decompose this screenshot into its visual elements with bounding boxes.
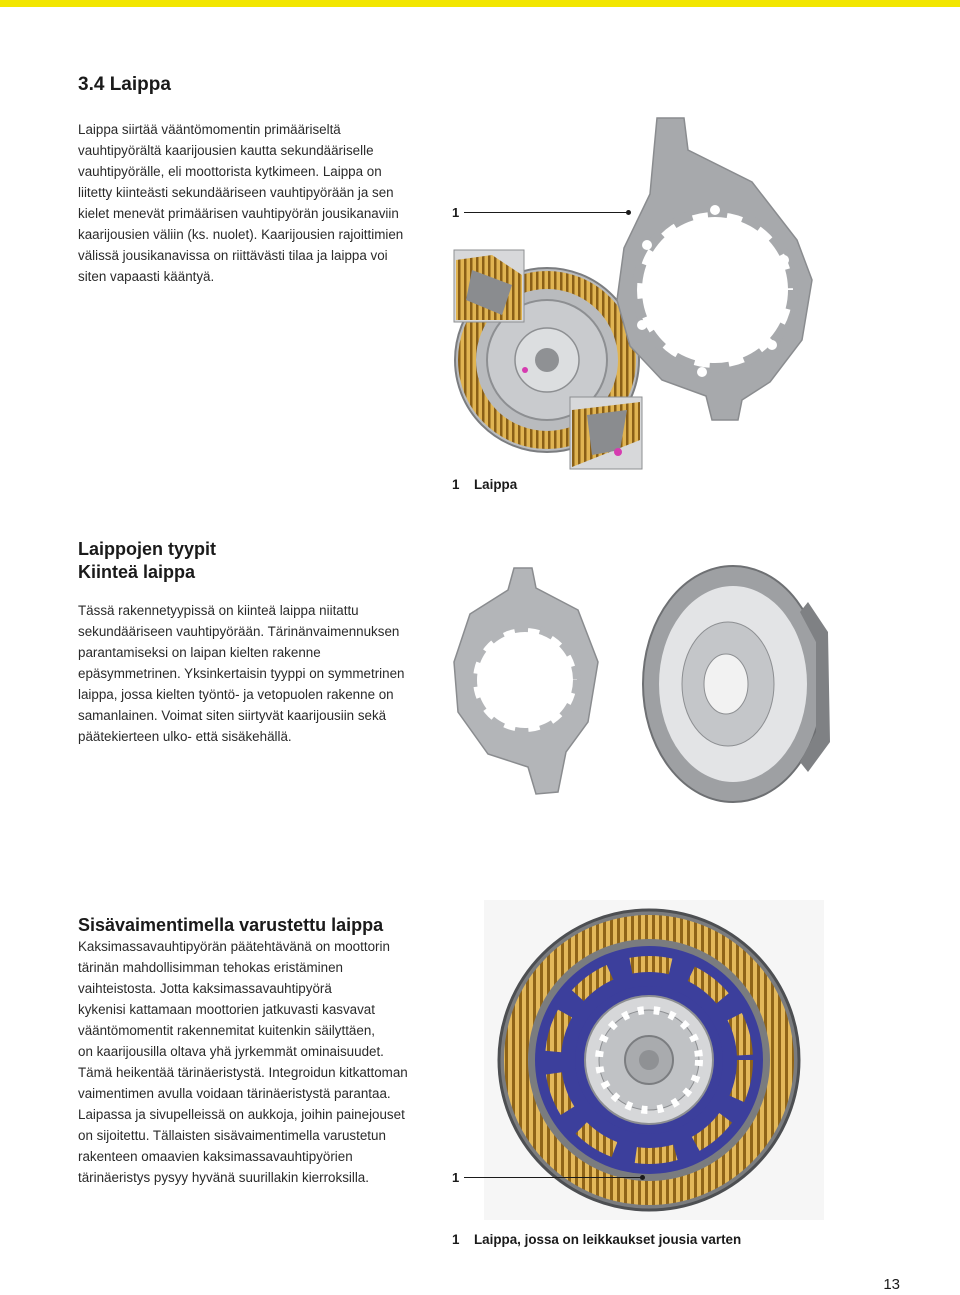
- section-heading: 3.4 Laippa: [78, 74, 171, 95]
- intro-line: välissä jousikanavissa on riittävästi tilaa ja laippa voi: [78, 248, 388, 263]
- section-intro: [78, 119, 403, 287]
- damper-line: vaihteistosta. Jotta kaksimassavauhtipyörä: [78, 981, 332, 996]
- figure3-callout-number: 1: [452, 1170, 460, 1185]
- flywheel-cutaway: [643, 566, 830, 802]
- types-line: parantamiseksi on laipan kielten rakenne: [78, 645, 321, 660]
- damper-line: Laipassa ja sivupelleissä on aukkoja, joihin painejouset: [78, 1107, 405, 1122]
- damper-text: [78, 957, 408, 1188]
- types-text: [78, 600, 404, 747]
- intro-line: vauhtipyörältä kaarijousien kautta sekundääriselle: [78, 143, 374, 158]
- damper-line: on kaarijousilla oltava yhä jyrkemmät ominaisuudet.: [78, 1044, 384, 1059]
- figure1-caption-text: Laippa: [474, 477, 518, 492]
- top-accent-bar: [0, 0, 960, 7]
- figure1-caption-number: 1: [452, 477, 460, 492]
- damper-line: on sijoitettu. Tällaisten sisävaimentimella varustetun: [78, 1128, 386, 1143]
- intro-line: kielet menevät primäärisen vauhtipyörän jousikanaviin: [78, 206, 399, 221]
- damper-line: tärinäeristys pysyy hyvänä suurillakin kierroksilla.: [78, 1170, 369, 1185]
- detail-inset-bottom: [570, 397, 642, 469]
- types-subheading: Kiinteä laippa: [78, 562, 196, 582]
- fixed-flange-figure: [448, 562, 838, 807]
- damper-intro: Kaksimassavauhtipyörän päätehtävänä on moottorin: [78, 939, 390, 954]
- intro-line: siten vapaasti kääntyä.: [78, 269, 215, 284]
- fixed-flange-part: [454, 568, 598, 794]
- types-line: Tässä rakennetyypissä on kiinteä laippa niitattu: [78, 603, 359, 618]
- types-line: sekundääriseen vauhtipyörään. Tärinänvaimennuksen: [78, 624, 400, 639]
- page-number: 13: [883, 1276, 900, 1293]
- damper-line: Tämä heikentää tärinäeristystä. Integroidun kitkattoman: [78, 1065, 408, 1080]
- damper-flywheel: [499, 910, 799, 1210]
- figure1-caption: [452, 477, 517, 492]
- damper-line: rakenteen omaavien kaksimassavauhtipyörien: [78, 1149, 353, 1164]
- figure1-callout-number: 1: [452, 205, 460, 220]
- damper-line: vääntömomentit rakennemitat kuitenkin säilyttäen,: [78, 1023, 375, 1038]
- figure3-callout-dot: [640, 1175, 645, 1180]
- flange-part: [617, 118, 812, 420]
- damper-line: kykenisi kattamaan moottorien jatkuvasti kasvavat: [78, 1002, 375, 1017]
- types-line: laippa, jossa kielten työntö- ja vetopuolen rakenne on: [78, 687, 394, 702]
- types-line: epäsymmetrinen. Yksinkertaisin tyyppi on symmetrinen: [78, 666, 405, 681]
- intro-line: kaarijousien väliin (ks. nuolet). Kaarijousien rajoittimien: [78, 227, 404, 242]
- figure3-caption-number: 1: [452, 1232, 460, 1247]
- figure3-caption: [452, 1232, 741, 1247]
- types-heading: Laippojen tyypit: [78, 539, 217, 559]
- intro-line: Laippa siirtää vääntömomentin primääriseltä: [78, 122, 341, 137]
- figure3-callout-line: [464, 1177, 642, 1178]
- figure1-callout-dot: [626, 210, 631, 215]
- damper-heading: Sisävaimentimella varustettu laippa: [78, 915, 384, 935]
- detail-inset-top: [454, 250, 524, 322]
- damper-line: vaimentimen avulla voidaan tärinäeristystä parantaa.: [78, 1086, 391, 1101]
- figure3-caption-text: Laippa, jossa on leikkaukset jousia varten: [474, 1232, 742, 1247]
- figure1-callout-line: [464, 212, 628, 213]
- intro-line: liitetty kiinteästi sekundääriseen vauhtipyörään ja sen: [78, 185, 394, 200]
- damper-flange-figure: [484, 900, 824, 1220]
- types-line: samanlainen. Voimat siten siirtyvät kaarijousiin sekä: [78, 708, 387, 723]
- damper-line: tärinän mahdollisimman tehokas eristäminen: [78, 960, 343, 975]
- types-line: päätekierteen ulko- että sisäkehällä.: [78, 729, 292, 744]
- intro-line: vauhtipyörälle, eli moottorista kytkimeen. Laippa on: [78, 164, 382, 179]
- flange-figure: [452, 110, 822, 475]
